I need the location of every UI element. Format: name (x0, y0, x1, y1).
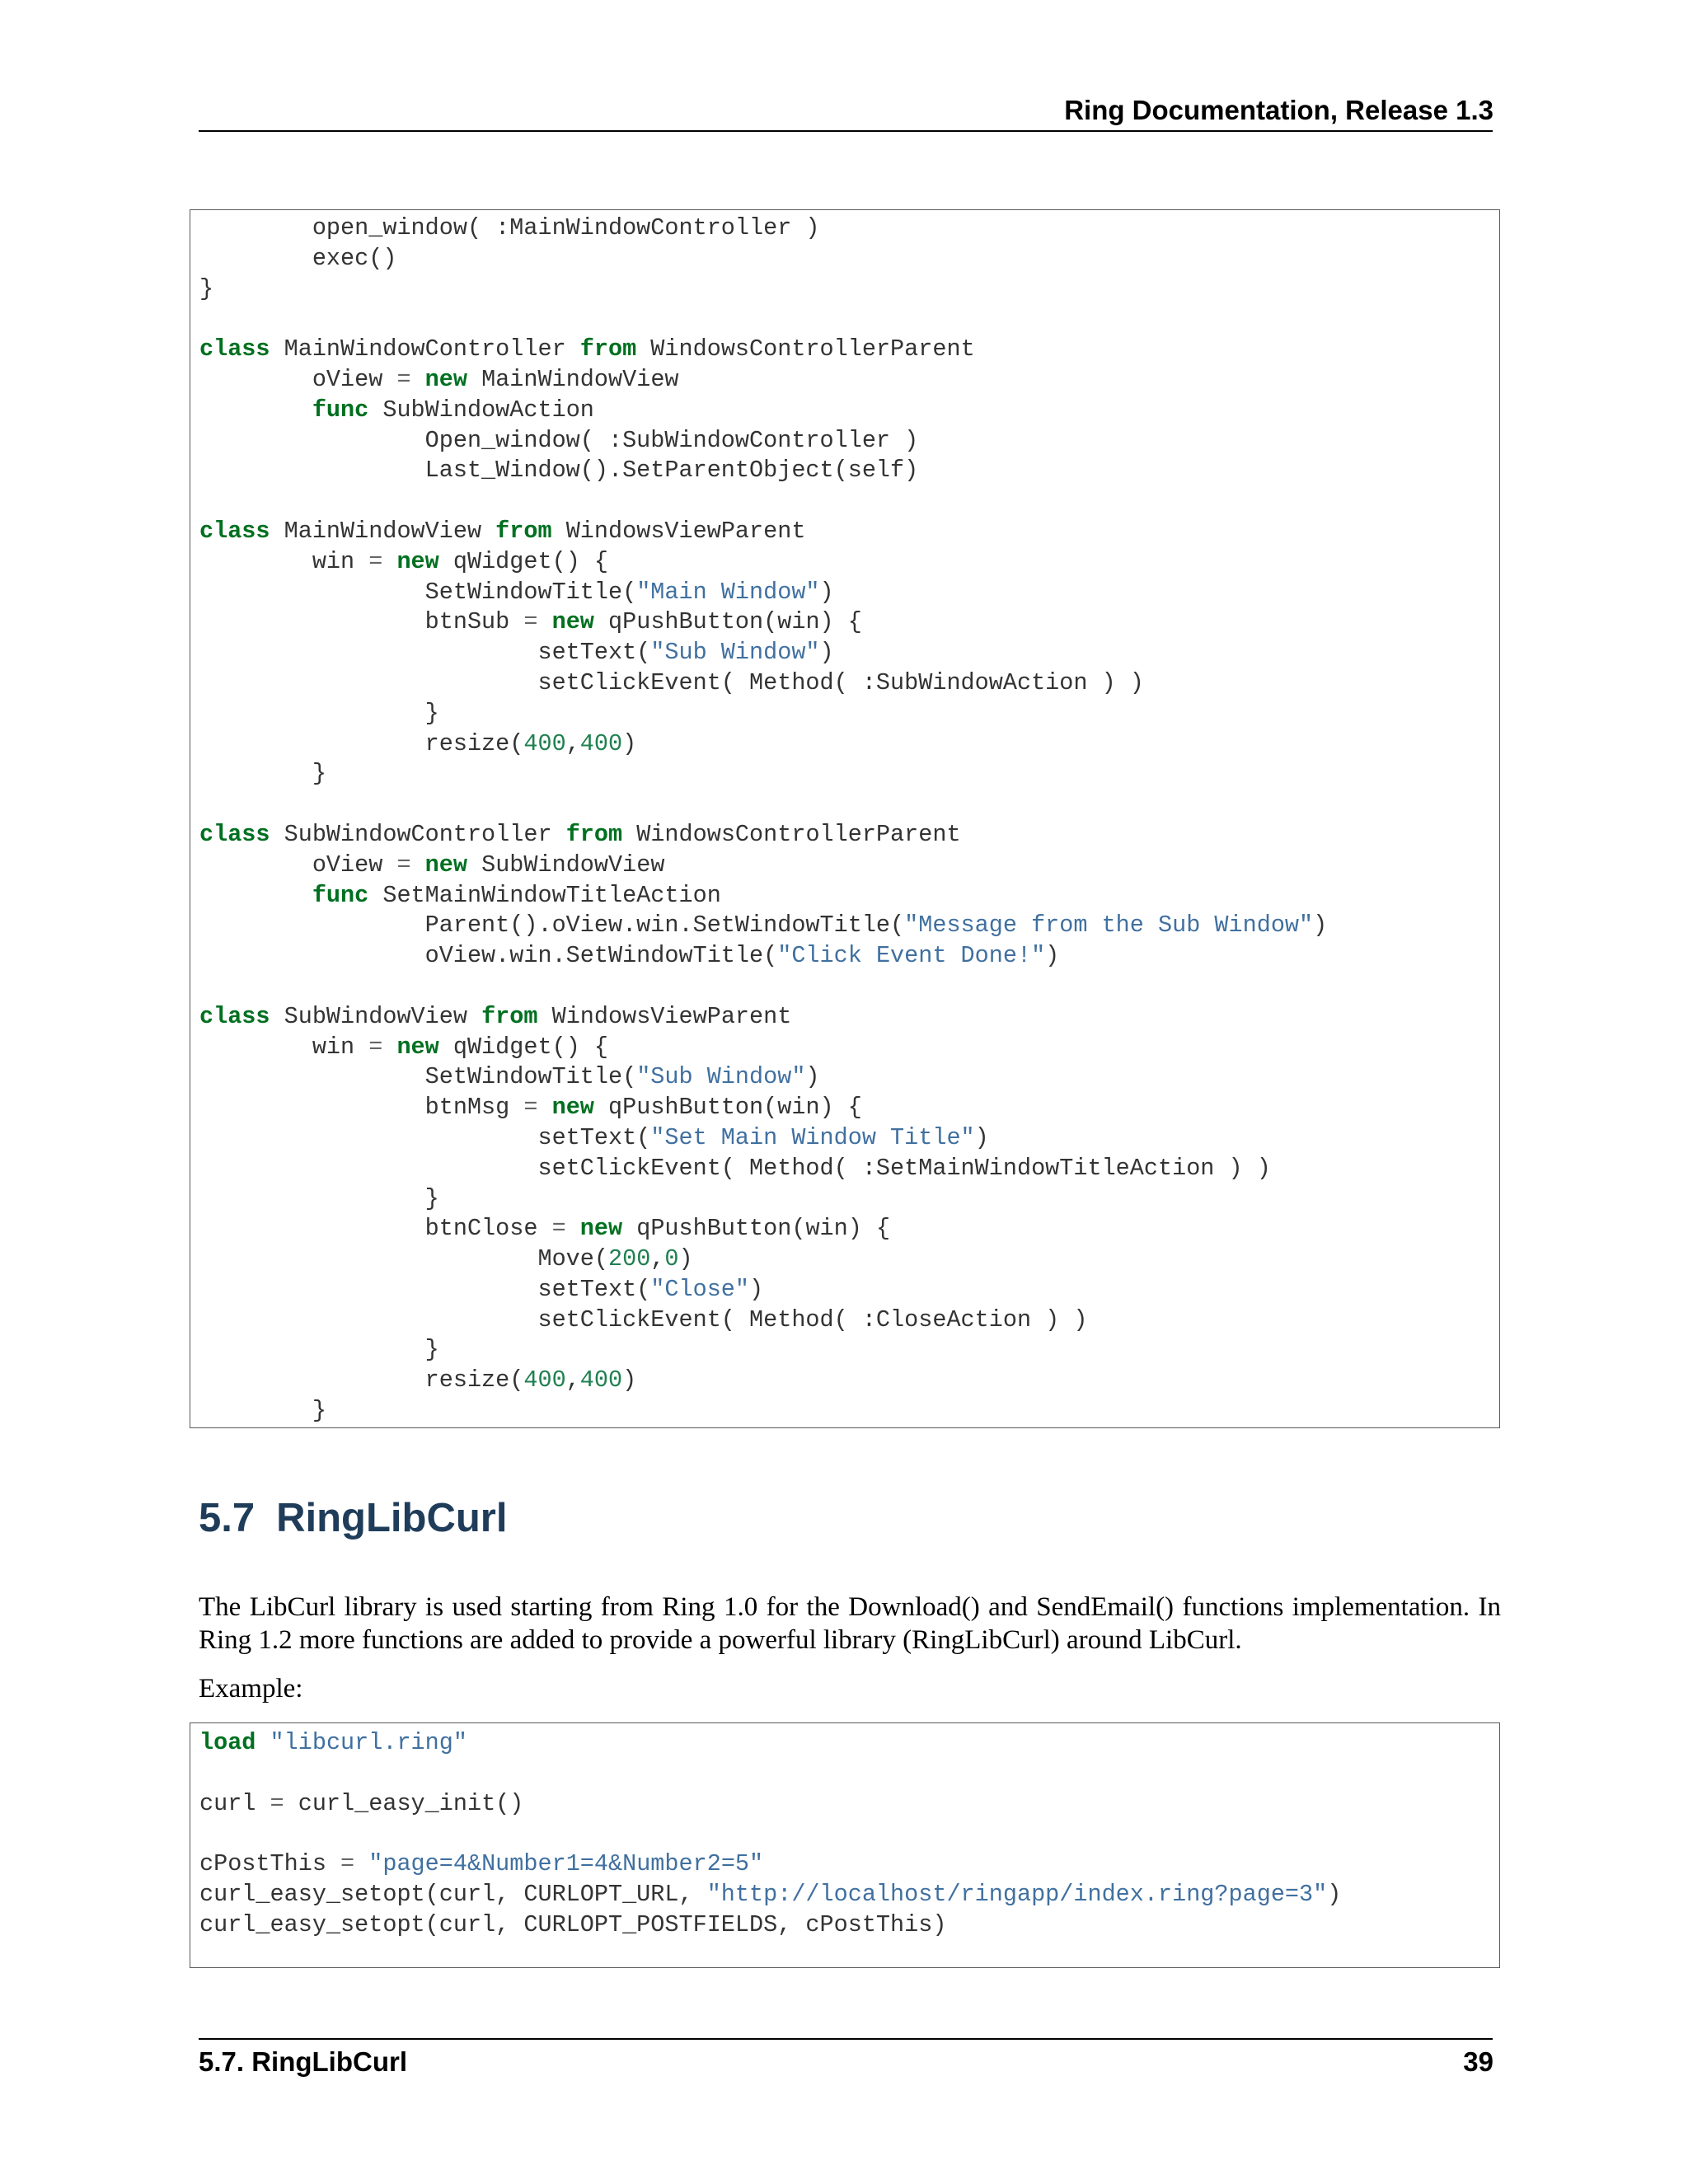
code-line (199, 1366, 1499, 1396)
code-token: exec() (199, 244, 397, 272)
code-token: func (312, 881, 369, 909)
code-line (199, 1184, 1499, 1215)
code-token: new (551, 1094, 594, 1122)
code-token: WindowsControllerParent (622, 820, 961, 848)
code-line (199, 578, 1499, 608)
code-token: SetWindowTitle( (199, 1063, 637, 1091)
code-line (199, 1396, 1499, 1427)
code-line (199, 486, 1499, 517)
code-token: oView.win.SetWindowTitle( (199, 942, 778, 970)
code-token: btnClose (199, 1215, 552, 1243)
code-token: qWidget() { (438, 547, 608, 575)
code-token (256, 1729, 270, 1756)
example-label: Example: (199, 1674, 303, 1704)
code-line (199, 1002, 1499, 1033)
code-token: qPushButton(win) { (622, 1215, 891, 1243)
code-line (199, 759, 1499, 790)
code-token: ) (1045, 942, 1060, 970)
code-token: new (396, 547, 439, 575)
code-token (537, 608, 551, 635)
code-token: 400 (523, 729, 566, 757)
code-token: "Close" (650, 1275, 750, 1303)
code-line (199, 396, 1499, 426)
code-token: SetMainWindowTitleAction (368, 881, 721, 909)
code-token: Open_window( :SubWindowController ) (199, 426, 919, 454)
code-token: curl_easy_setopt(curl, CURLOPT_POSTFIELDS, cPostThis) (199, 1910, 947, 1938)
code-line (199, 1275, 1499, 1305)
section-number: 5.7 (199, 1496, 256, 1540)
code-token (411, 366, 425, 393)
code-token: new (396, 1033, 439, 1061)
code-line (199, 1880, 1499, 1910)
code-line (199, 517, 1499, 547)
code-token: MainWindowView (467, 365, 679, 393)
code-token: win (199, 1033, 369, 1061)
code-line (199, 426, 1499, 457)
code-line (199, 547, 1499, 578)
code-token (566, 1215, 580, 1242)
code-token: } (199, 1336, 439, 1364)
code-token: SubWindowView (270, 1002, 482, 1030)
code-token: class (199, 1002, 270, 1030)
code-token: class (199, 335, 270, 363)
code-token: setClickEvent( Method( :CloseAction ) ) (199, 1305, 1088, 1333)
code-line (199, 304, 1499, 335)
code-token: } (199, 274, 214, 302)
code-token: new (551, 608, 594, 636)
code-block-windows-example (190, 209, 1500, 1428)
code-token: "libcurl.ring" (270, 1729, 467, 1756)
code-token: } (199, 699, 439, 727)
code-token: win (199, 547, 369, 575)
code-token: "http://localhost/ringapp/index.ring?page=3" (706, 1880, 1328, 1908)
code-line (199, 1789, 1499, 1820)
code-token (411, 851, 425, 879)
code-token: cPostThis (199, 1850, 341, 1878)
code-token: load (199, 1729, 256, 1756)
code-token: } (199, 760, 326, 788)
code-token: resize( (199, 729, 524, 757)
code-token: SubWindowAction (368, 396, 594, 424)
code-token: new (424, 365, 467, 393)
code-token: ) (805, 1063, 820, 1091)
code-token: , (565, 1366, 580, 1394)
code-token: 400 (579, 1366, 623, 1394)
code-line (199, 1819, 1499, 1849)
code-token (382, 548, 396, 575)
code-token: SubWindowView (467, 851, 665, 879)
code-token: qWidget() { (438, 1033, 608, 1061)
code-line (199, 1849, 1499, 1880)
code-line (199, 456, 1499, 486)
code-token: "Message from the Sub Window" (904, 912, 1314, 940)
code-token: = (340, 1850, 355, 1878)
code-line (199, 1214, 1499, 1244)
code-token: oView (199, 851, 397, 879)
code-token: Last_Window().SetParentObject(self) (199, 457, 919, 485)
running-header-title: Ring Documentation, Release 1.3 (1064, 95, 1493, 125)
code-token: btnMsg (199, 1094, 524, 1122)
code-token: = (523, 608, 538, 636)
code-line (199, 941, 1499, 972)
code-token (199, 396, 312, 424)
code-token: oView (199, 365, 397, 393)
code-token: setClickEvent( Method( :SetMainWindowTitleAction ) ) (199, 1154, 1271, 1182)
code-line (199, 790, 1499, 820)
code-token: Move( (199, 1245, 608, 1273)
code-line (199, 1123, 1499, 1154)
code-token: ) (974, 1123, 989, 1151)
code-token: curl_easy_setopt(curl, CURLOPT_URL, (199, 1880, 707, 1908)
code-token: = (368, 1033, 383, 1061)
code-line (199, 335, 1499, 365)
code-line (199, 1910, 1499, 1941)
code-token: 0 (664, 1245, 679, 1273)
section-title: RingLibCurl (276, 1496, 508, 1540)
code-token: WindowsViewParent (537, 1002, 792, 1030)
code-token: from (495, 517, 552, 545)
code-line (199, 1244, 1499, 1275)
code-token: SetWindowTitle( (199, 578, 637, 606)
header-rule (199, 130, 1493, 132)
code-token: from (565, 820, 623, 848)
code-token: ) (819, 578, 834, 606)
code-token: Parent().oView.win.SetWindowTitle( (199, 912, 905, 940)
code-line (199, 911, 1499, 941)
code-line (199, 668, 1499, 699)
code-token: from (579, 335, 637, 363)
code-line (199, 1335, 1499, 1366)
code-token: curl_easy_init() (284, 1789, 524, 1817)
code-token: open_window( :MainWindowController ) (199, 214, 820, 241)
code-token: , (565, 729, 580, 757)
code-line (199, 244, 1499, 274)
code-token: qPushButton(win) { (593, 1094, 862, 1122)
code-line (199, 213, 1499, 244)
code-token: "Click Event Done!" (777, 942, 1046, 970)
code-token: ) (622, 1366, 637, 1394)
footer-rule (199, 2038, 1493, 2040)
code-token: MainWindowView (270, 517, 496, 545)
code-line (199, 1033, 1499, 1063)
code-token: new (579, 1215, 623, 1243)
code-token: = (270, 1789, 284, 1817)
code-line (199, 1759, 1499, 1789)
code-line (199, 607, 1499, 638)
code-token: func (312, 396, 369, 424)
code-token: new (424, 851, 467, 879)
code-token: curl (199, 1789, 270, 1817)
code-token: 400 (579, 729, 623, 757)
code-token: 200 (607, 1245, 651, 1273)
code-line (199, 365, 1499, 396)
code-line (199, 1062, 1499, 1093)
code-token: ) (749, 1275, 764, 1303)
code-token (354, 1850, 368, 1877)
code-token: from (481, 1002, 538, 1030)
code-token: } (199, 1397, 326, 1425)
intro-paragraph: The LibCurl library is used starting from Ring 1.0 for the Download() and SendEmail() functions implementation. In Ring 1.2 more functions are added to provide a powerful library (RingLibCurl) around LibCurl. (199, 1592, 1501, 1655)
code-line (199, 274, 1499, 305)
code-token: "page=4&Number1=4&Number2=5" (368, 1850, 764, 1878)
code-line (199, 699, 1499, 729)
code-token: "Sub Window" (636, 1063, 806, 1091)
code-token: class (199, 517, 270, 545)
code-token: , (650, 1245, 665, 1273)
code-token: WindowsViewParent (551, 517, 806, 545)
code-token: = (523, 1094, 538, 1122)
code-token: "Main Window" (636, 578, 820, 606)
code-token: ) (678, 1245, 693, 1273)
code-line (199, 638, 1499, 668)
code-token: ) (622, 729, 637, 757)
code-block-libcurl-example (190, 1722, 1500, 1968)
code-token: } (199, 1184, 439, 1212)
code-line (199, 1154, 1499, 1184)
code-token: ) (1327, 1880, 1342, 1908)
code-token: setText( (199, 1275, 651, 1303)
code-token (537, 1094, 551, 1121)
code-token: ) (1313, 912, 1328, 940)
code-line (199, 881, 1499, 912)
code-line (199, 972, 1499, 1002)
code-token: qPushButton(win) { (593, 608, 862, 636)
code-token: = (396, 851, 411, 879)
code-token: resize( (199, 1366, 524, 1394)
code-token (199, 882, 312, 909)
code-token: = (396, 365, 411, 393)
code-token: ) (819, 639, 834, 667)
code-line (199, 1728, 1499, 1759)
code-line (199, 1093, 1499, 1123)
code-token: = (368, 547, 383, 575)
code-line (199, 1305, 1499, 1336)
code-token (382, 1033, 396, 1061)
code-token: MainWindowController (270, 335, 580, 363)
footer-section-label: 5.7. RingLibCurl (199, 2046, 408, 2077)
section-heading (199, 1492, 507, 1544)
code-token: btnSub (199, 608, 524, 636)
code-token: "Set Main Window Title" (650, 1123, 975, 1151)
code-token: setClickEvent( Method( :SubWindowAction ) ) (199, 668, 1144, 696)
code-line (199, 851, 1499, 881)
page-number: 39 (1463, 2046, 1493, 2077)
code-line (199, 729, 1499, 760)
code-line (199, 820, 1499, 851)
code-token: setText( (199, 1123, 651, 1151)
code-token: setText( (199, 639, 651, 667)
code-token: WindowsControllerParent (636, 335, 975, 363)
code-token: "Sub Window" (650, 639, 820, 667)
code-token: SubWindowController (270, 820, 566, 848)
code-token: = (551, 1215, 566, 1243)
code-token: class (199, 820, 270, 848)
code-token: 400 (523, 1366, 566, 1394)
